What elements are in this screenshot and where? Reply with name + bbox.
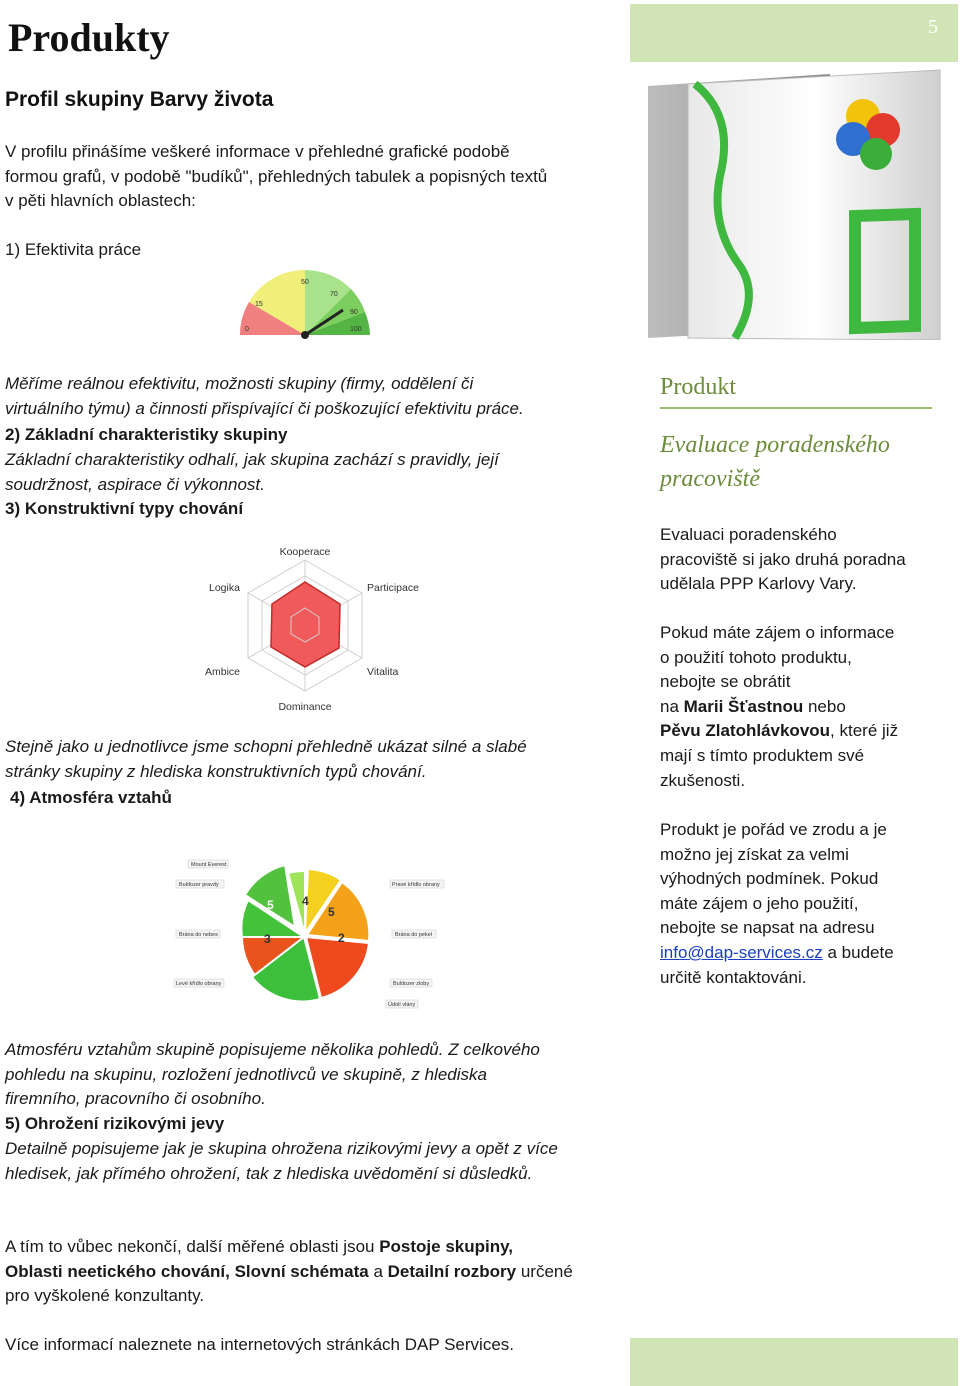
- pie-value: 2: [338, 931, 345, 945]
- text-line: určitě kontaktováni.: [660, 967, 807, 987]
- relationship-pie-chart: [170, 855, 450, 1010]
- pie-label: Buldozer zloby: [393, 981, 430, 987]
- intro-paragraph: [5, 140, 547, 214]
- section2-title: 2) Základní charakteristiky skupiny: [5, 425, 288, 444]
- pie-label: Brána do nebes: [179, 932, 218, 938]
- text-run-bold: Detailní rozbory: [387, 1261, 517, 1281]
- pie-label: Mount Everest: [191, 862, 227, 868]
- text-line: Základní charakteristiky odhalí, jak skupina zachází s pravidly, její: [5, 450, 499, 469]
- radar-label-top-left: Logika: [209, 582, 240, 594]
- page-title: Produkty: [8, 15, 170, 60]
- section5-text: [5, 1137, 558, 1186]
- email-link[interactable]: info@dap-services.cz: [660, 942, 823, 962]
- text-line: pohledu na skupinu, rozložení jednotlivců ve skupině, z hlediska: [5, 1064, 487, 1084]
- section5-title: 5) Ohrožení rizikovými jevy: [5, 1114, 225, 1133]
- sidebar-heading: Produkt: [660, 374, 737, 400]
- section1-text: [5, 372, 524, 421]
- intro-line: v pěti hlavních oblastech:: [5, 191, 196, 211]
- sidebar-divider: [660, 407, 932, 409]
- closing-paragraph: [5, 1235, 620, 1309]
- text-run: A tím to vůbec nekončí, další měřené oblasti jsou: [5, 1237, 380, 1256]
- text-line: pracoviště si jako druhá poradna: [660, 549, 906, 569]
- text-line: stránky skupiny z hlediska konstruktivních typů chování.: [5, 761, 427, 781]
- text-run-bold: Oblasti neetického chování, Slovní schémata: [5, 1261, 369, 1281]
- pie-label: Údolí vlány: [388, 1002, 416, 1008]
- more-info-text: Více informací naleznete na internetových stránkách DAP Services.: [5, 1335, 514, 1354]
- pie-label: Buldozer pravdy: [179, 882, 219, 888]
- text-line: nebojte se napsat na adresu: [660, 918, 875, 938]
- text-line: o použití tohoto produktu,: [660, 647, 852, 667]
- gauge-label: 70: [330, 291, 338, 298]
- text-run: určené: [516, 1261, 573, 1281]
- text-line: máte zájem o jeho použití,: [660, 893, 859, 913]
- page-number: 5: [928, 16, 938, 38]
- intro-line: V profilu přinášíme veškeré informace v přehledné grafické podobě: [5, 142, 510, 161]
- pie-value: 3: [264, 932, 271, 946]
- sidebar-subheading: [660, 428, 890, 496]
- text-line: možno jej získat za velmi: [660, 844, 849, 864]
- sidebar-paragraph-2: [660, 621, 898, 793]
- radar-label-bottom-left: Ambice: [205, 666, 241, 678]
- radar-label-bottom: Dominance: [278, 701, 332, 713]
- section-heading: Profil skupiny Barvy života: [5, 88, 274, 111]
- intro-line: formou grafů, v podobě "budíků", přehledných tabulek a popisných textů: [5, 166, 548, 186]
- pie-value: 5: [267, 898, 274, 912]
- section3-title: 3) Konstruktivní typy chování: [5, 499, 244, 518]
- text-run: , které již: [830, 721, 899, 741]
- subheading-line: Evaluace poradenského: [660, 432, 890, 458]
- text-line: Měříme reálnou efektivitu, možnosti skupiny (firmy, oddělení či: [5, 374, 474, 393]
- text-line: virtuálního týmu) a činnosti přispívající či poškozující efektivitu práce.: [5, 398, 524, 418]
- gauge-label: 0: [245, 326, 249, 333]
- sidebar-paragraph-3: [660, 818, 894, 990]
- text-run-bold: Postoje skupiny,: [379, 1237, 514, 1256]
- page-number-box: [630, 4, 958, 62]
- text-run: na: [660, 696, 684, 716]
- section4-title: 4) Atmosféra vztahů: [10, 788, 172, 807]
- text-line: Evaluaci poradenského: [660, 525, 837, 544]
- gauge-label: 50: [301, 279, 309, 286]
- radar-chart: [195, 540, 435, 716]
- contact-name: Marii Šťastnou: [683, 696, 804, 716]
- contact-name: Pěvu Zlatohlávkovou: [660, 721, 831, 741]
- text-line: Produkt je pořád ve zrodu a je: [660, 820, 887, 839]
- section1-title: 1) Efektivita práce: [5, 240, 142, 259]
- text-line: pro vyškolené konzultanty.: [5, 1286, 205, 1306]
- product-box-image: [640, 66, 946, 340]
- text-line: firemního, pracovního či osobního.: [5, 1089, 266, 1109]
- pie-label: Pravé křídlo obrany: [392, 882, 440, 888]
- text-line: Atmosféru vztahům skupině popisujeme několika pohledů. Z celkového: [5, 1040, 540, 1059]
- text-line: Pokud máte zájem o informace: [660, 623, 895, 642]
- text-line: mají s tímto produktem své: [660, 745, 865, 765]
- radar-label-bottom-right: Vitalita: [367, 666, 399, 678]
- text-line: nebojte se obrátit: [660, 672, 791, 692]
- text-line: zkušenosti.: [660, 770, 746, 790]
- sidebar-footer-bar: [630, 1338, 958, 1386]
- pie-label: Levé křídlo obrany: [176, 981, 222, 987]
- radar-label-top: Kooperace: [279, 546, 331, 558]
- text-line: soudržnost, aspirace či výkonnost.: [5, 474, 265, 494]
- section3-text: [5, 735, 527, 784]
- sidebar-paragraph-1: [660, 523, 906, 597]
- radar-label-top-right: Participace: [367, 582, 419, 594]
- pie-value: 4: [302, 894, 309, 908]
- section4-text: [5, 1038, 540, 1112]
- efficiency-gauge: [235, 270, 375, 342]
- pie-label: Brána do pekel: [395, 932, 432, 938]
- text-run: nebo: [803, 696, 846, 716]
- text-line: hledisek, jak přímého ohrožení, tak z hlediska uvědomění si důsledků.: [5, 1163, 533, 1183]
- text-run: a: [368, 1261, 388, 1281]
- gauge-label: 90: [350, 309, 358, 316]
- subheading-line: pracoviště: [660, 466, 760, 492]
- gauge-label: 100: [350, 326, 362, 333]
- text-run: a budete: [822, 942, 894, 962]
- text-line: Stejně jako u jednotlivce jsme schopni přehledně ukázat silné a slabé: [5, 737, 527, 756]
- text-line: Detailně popisujeme jak je skupina ohrožena rizikovými jevy a opět z více: [5, 1139, 558, 1158]
- text-line: výhodných podmínek. Pokud: [660, 869, 879, 889]
- text-line: udělala PPP Karlovy Vary.: [660, 574, 857, 594]
- section2-text: [5, 448, 499, 497]
- gauge-label: 15: [255, 301, 263, 308]
- pie-value: 5: [328, 905, 335, 919]
